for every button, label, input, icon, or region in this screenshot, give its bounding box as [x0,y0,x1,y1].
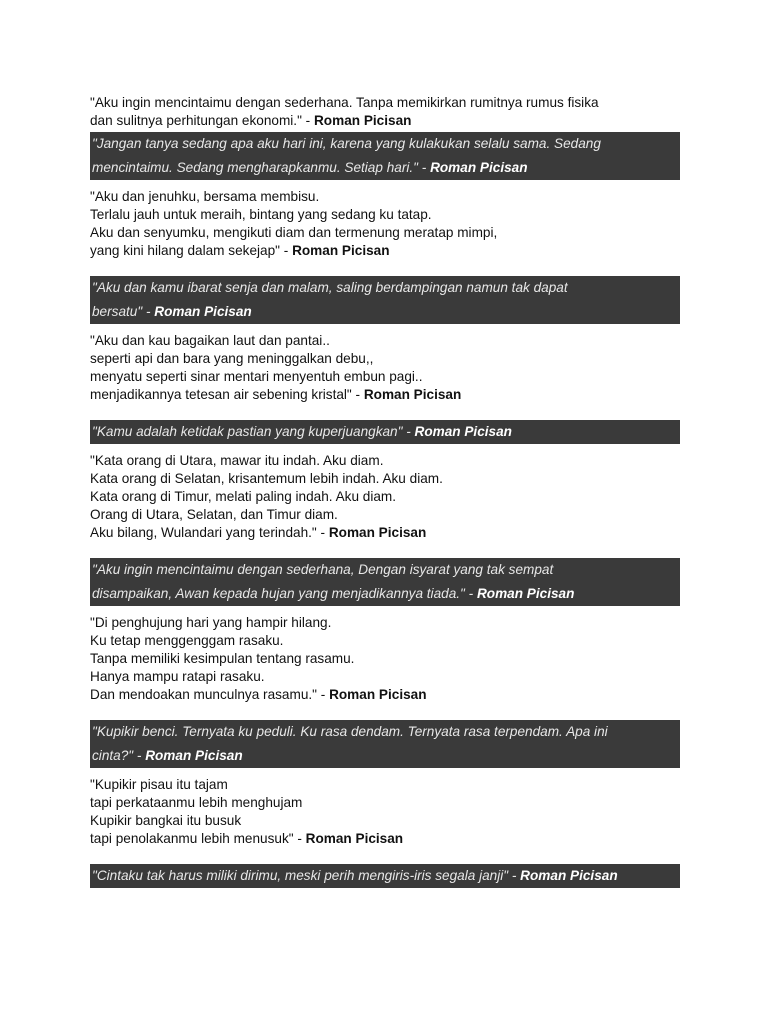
quote-line-text: mencintaimu. Sedang mengharapkanmu. Setiap hari." - [92,160,431,175]
quote-line-text: "Cintaku tak harus miliki dirimu, meski perih mengiris-iris segala janji" - [92,868,521,883]
quote-author: Roman Picisan [154,304,252,319]
quote-line: seperti api dan bara yang meninggalkan debu,, [90,351,374,366]
highlight-quote-block [90,558,680,606]
quote-line-text: dan sulitnya perhitungan ekonomi." - [90,113,314,128]
quote-line: "Aku dan kamu ibarat senja dan malam, saling berdampingan namun tak dapat [92,280,568,295]
quote-line-text: Aku bilang, Wulandari yang terindah." - [90,525,329,540]
quote-list [90,94,680,888]
quote-line: "Aku dan kau bagaikan laut dan pantai.. [90,333,330,348]
quote-line: "Aku dan jenuhku, bersama membisu. [90,189,320,204]
quote-block [90,94,680,130]
quote-block [90,452,680,542]
quote-line [90,386,680,404]
quote-author: Roman Picisan [292,243,390,258]
quote-block [90,776,680,848]
quote-line [90,242,680,260]
quote-line [90,112,680,130]
quote-line: Tanpa memiliki kesimpulan tentang rasamu. [90,651,355,666]
quote-line [92,420,678,444]
quote-line: menyatu seperti sinar mentari menyentuh embun pagi.. [90,369,423,384]
quote-block [90,188,680,260]
quote-line-text: disampaikan, Awan kepada hujan yang menjadikannya tiada." - [92,586,477,601]
quote-author: Roman Picisan [430,160,528,175]
quote-author: Roman Picisan [520,868,618,883]
quote-line [90,686,680,704]
quote-line-text: Dan mendoakan munculnya rasamu." - [90,687,330,702]
quote-line: "Aku ingin mencintaimu dengan sederhana. Tanpa memikirkan rumitnya rumus fisika [90,95,599,110]
highlight-quote-block [90,864,680,888]
quote-line [90,830,680,848]
highlight-quote-block [90,276,680,324]
quote-line-text: bersatu" - [92,304,155,319]
quote-line-text: menjadikannya tetesan air sebening kristal" - [90,387,364,402]
quote-line: Orang di Utara, Selatan, dan Timur diam. [90,507,338,522]
quote-line: Terlalu jauh untuk meraih, bintang yang sedang ku tatap. [90,207,432,222]
highlight-quote-block [90,720,680,768]
quote-line-text: tapi penolakanmu lebih menusuk" - [90,831,306,846]
quote-line: "Jangan tanya sedang apa aku hari ini, karena yang kulakukan selalu sama. Sedang [92,136,601,151]
quote-line-text: yang kini hilang dalam sekejap" - [90,243,293,258]
quote-author: Roman Picisan [145,748,243,763]
quote-line [92,156,678,180]
quote-line: "Kata orang di Utara, mawar itu indah. Aku diam. [90,453,384,468]
quote-line: "Kupikir benci. Ternyata ku peduli. Ku rasa dendam. Ternyata rasa terpendam. Apa ini [92,724,608,739]
quote-line-text: "Kamu adalah ketidak pastian yang kuperjuangkan" - [92,424,415,439]
quote-author: Roman Picisan [414,424,512,439]
quote-line: Ku tetap menggenggam rasaku. [90,633,284,648]
quote-author: Roman Picisan [328,525,427,540]
quote-line: "Aku ingin mencintaimu dengan sederhana, Dengan isyarat yang tak sempat [92,562,554,577]
quote-block [90,614,680,704]
quote-line: Kupikir bangkai itu busuk [90,813,242,828]
quote-line [92,864,678,888]
quote-line [92,744,678,768]
highlight-quote-block [90,132,680,180]
quote-line-text: cinta?" - [92,748,146,763]
quote-line [92,300,678,324]
quote-author: Roman Picisan [313,113,412,128]
quote-block [90,332,680,404]
quote-line [92,582,678,606]
quote-author: Roman Picisan [476,586,575,601]
quote-author: Roman Picisan [363,387,462,402]
quote-line: Hanya mampu ratapi rasaku. [90,669,265,684]
quote-line: "Kupikir pisau itu tajam [90,777,228,792]
quote-line: Kata orang di Selatan, krisantemum lebih indah. Aku diam. [90,471,443,486]
highlight-quote-block [90,420,680,444]
quote-author: Roman Picisan [305,831,404,846]
quote-line: tapi perkataanmu lebih menghujam [90,795,303,810]
quote-line: "Di penghujung hari yang hampir hilang. [90,615,332,630]
quote-line: Aku dan senyumku, mengikuti diam dan termenung meratap mimpi, [90,225,498,240]
quote-line: Kata orang di Timur, melati paling indah. Aku diam. [90,489,397,504]
quote-author: Roman Picisan [329,687,427,702]
quote-line [90,524,680,542]
